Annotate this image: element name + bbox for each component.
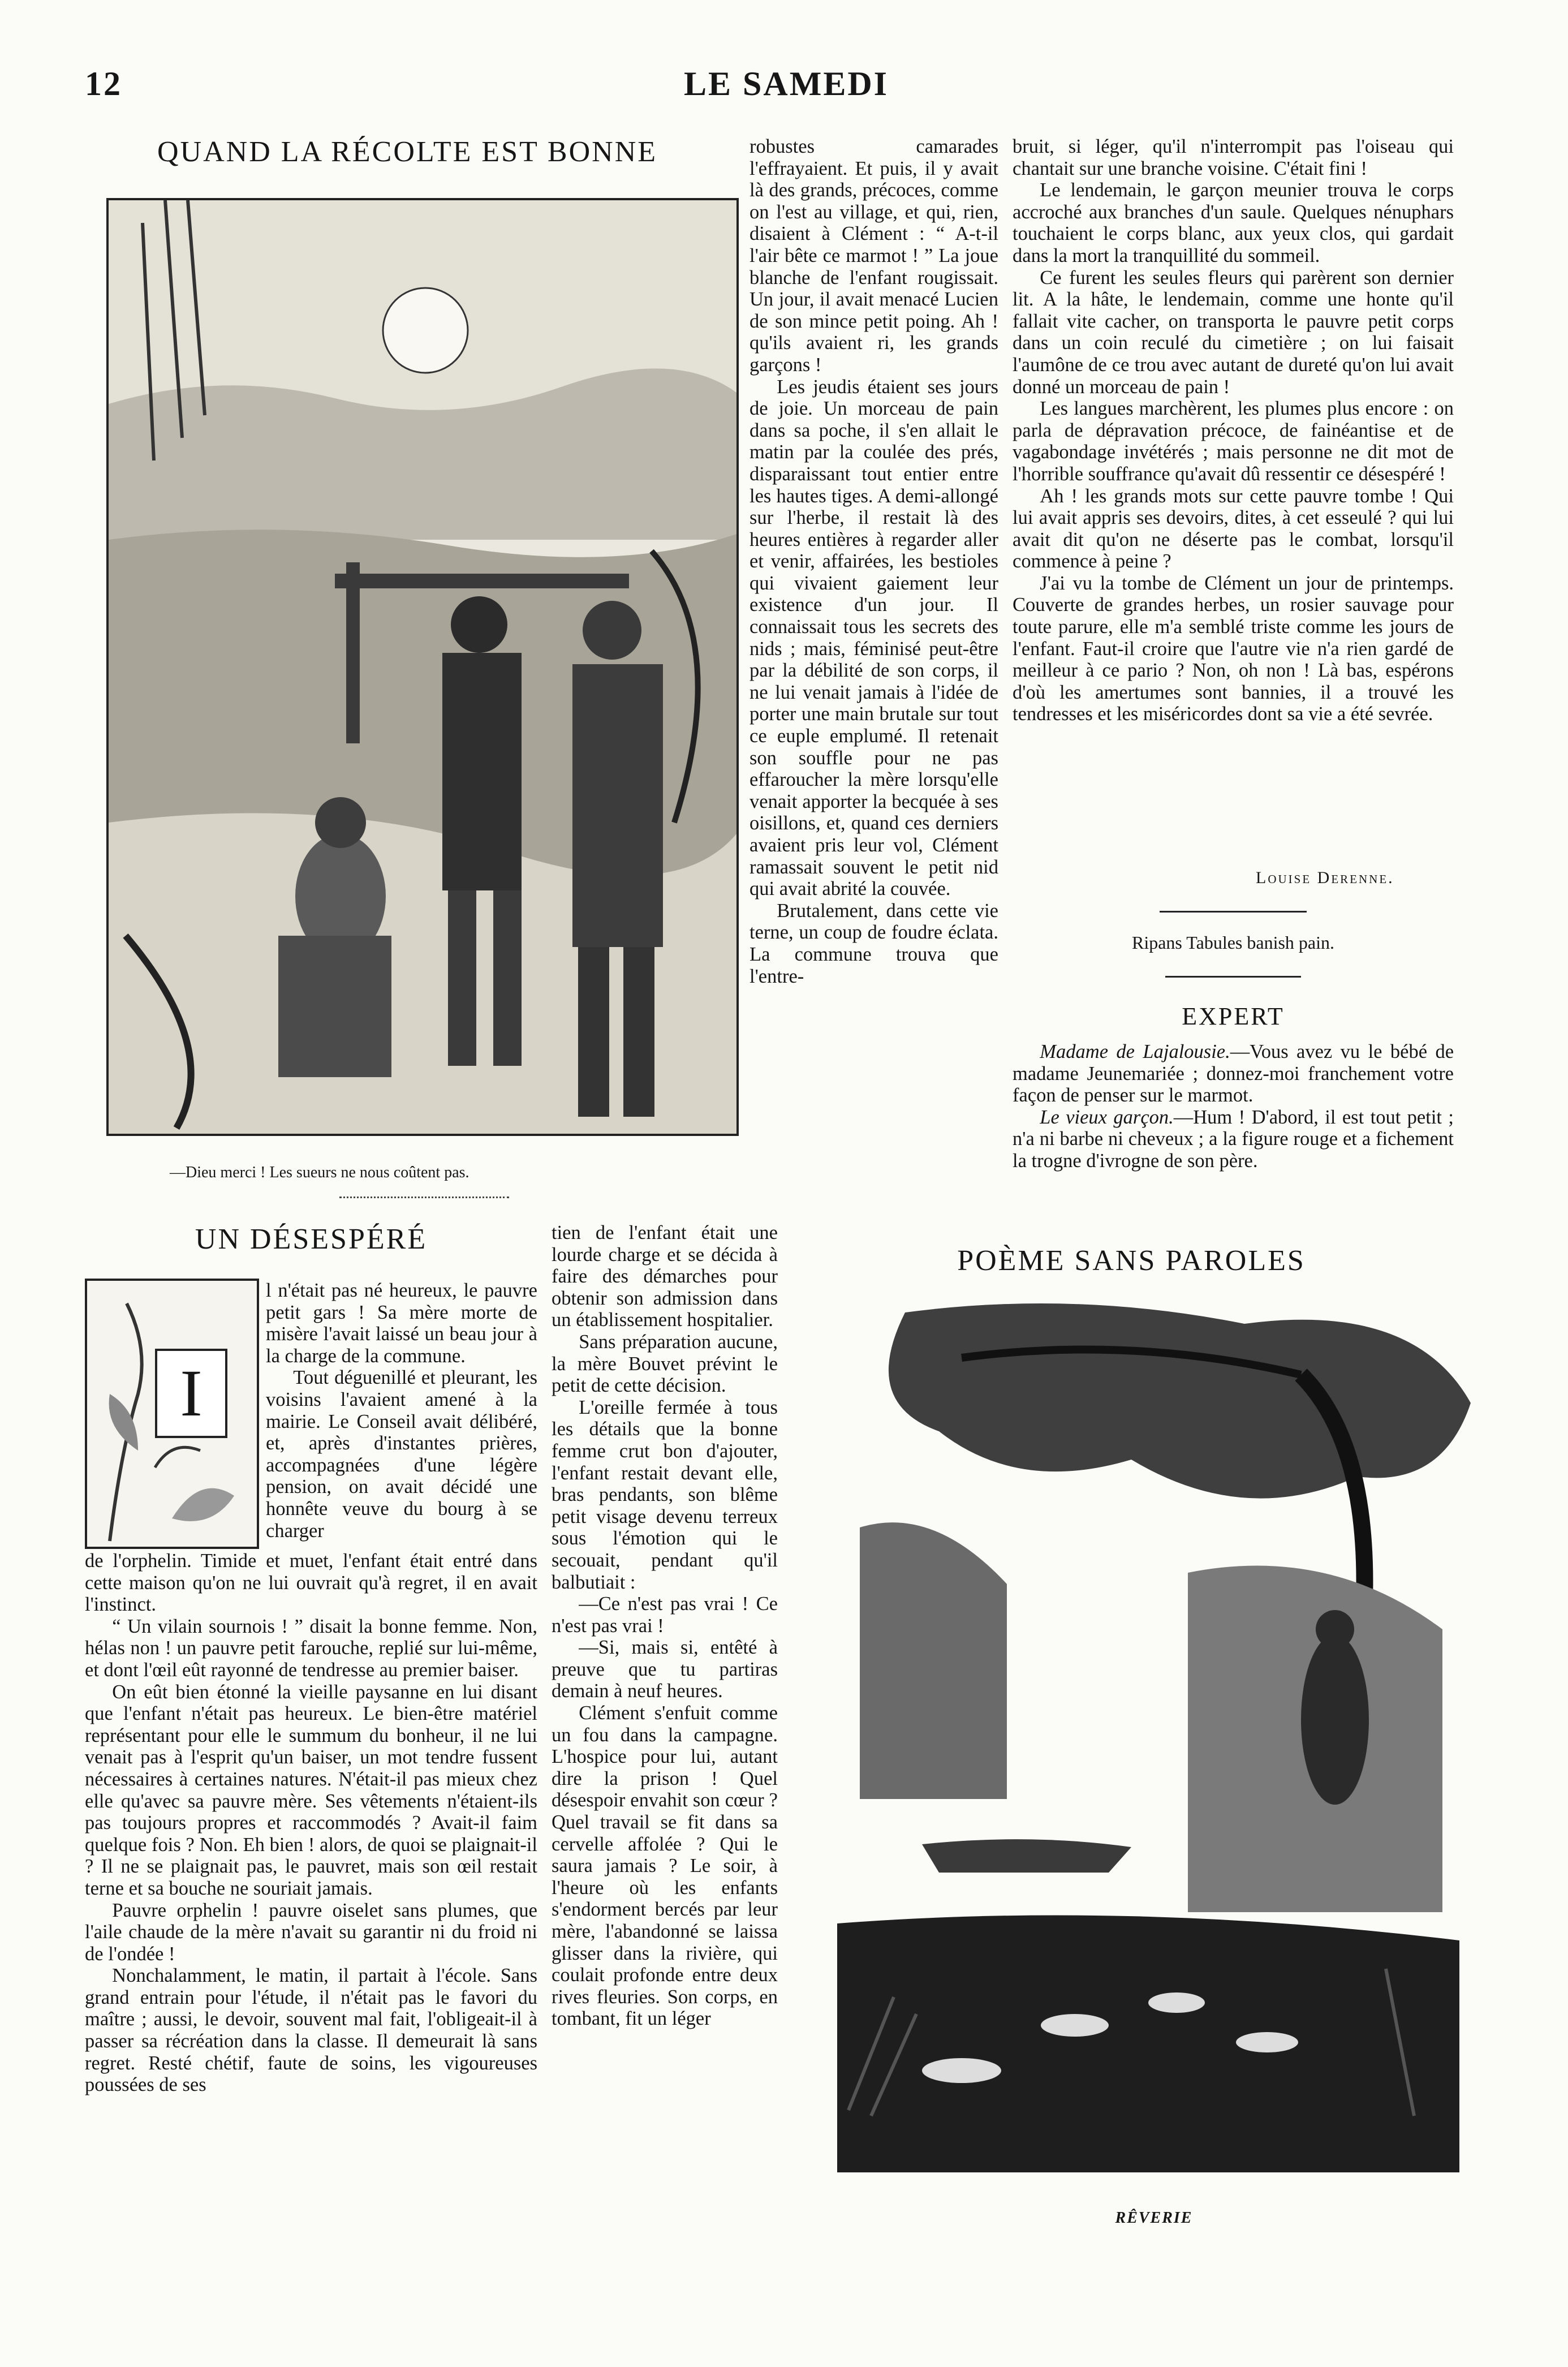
- recolte-title: QUAND LA RÉCOLTE EST BONNE: [157, 136, 658, 168]
- recolte-caption: —Dieu merci ! Les sueurs ne nous coûtent pas.: [170, 1164, 469, 1181]
- speaker-name: Le vieux garçon.: [1040, 1106, 1174, 1128]
- paragraph: Brutalement, dans cette vie terne, un coup de foudre éclata. La commune trouva que l'entre-: [749, 900, 998, 987]
- article-column-3: [1013, 136, 1454, 888]
- paragraph: l n'était pas né heureux, le pauvre petit gars ! Sa mère morte de misère l'avait laissé un beau jour à la charge de la commune.: [266, 1280, 537, 1367]
- separator: [1160, 911, 1307, 913]
- expert-dialogue: [1013, 1041, 1454, 1199]
- desespere-title: UN DÉSESPÉRÉ: [195, 1223, 428, 1255]
- paragraph: Clément s'enfuit comme un fou dans la campagne. L'hospice pour lui, autant dire la prison ! Quel désespoir envahit son cœur ? Quel travail se fit dans sa cervelle affolée ? Qui le saura jamais ? Le soir, à l'heure où les enfants s'endorment bercés par leur mère, l'abandonné se laissa glisser dans la rivière, qui coulait profonde entre deux rives fleuries. Son corps, en tombant, fit un léger: [552, 1702, 778, 2030]
- harvest-engraving: [109, 200, 736, 1134]
- paragraph: Les langues marchèrent, les plumes plus encore : on parla de dépravation précoce, de fainéantise et de vagabondage invétérés ; mais personne ne dit mot de l'horrible souffrance qu'avait dû ressentir ce désespéré !: [1013, 398, 1454, 485]
- paragraph: Le lendemain, le garçon meunier trouva le corps accroché aux branches d'un saule. Quelques nénuphars touchaient le corps blanc, aux yeux clos, qui gardait dans la mort la tranquillité du sommeil.: [1013, 179, 1454, 266]
- dropcap-ornament: [85, 1279, 259, 1549]
- paragraph: On eût bien étonné la vieille paysanne en lui disant que l'enfant n'était pas heureux. Le bien-être matériel représentant pour elle le summum du bonheur, il ne lui venait pas à l'esprit qu'un baiser, un mot tendre fussent nécessaires à certaines natures. N'était-il pas mieux chez elle qu'avec sa pauvre mère. Ses vêtements n'étaient-ils pas toujours propres et raccommodés ? Avait-il faim quelque fois ? Non. Eh bien ! alors, de quoi se plaignait-il ? Il ne se plaignait pas, le pauvret, mais son œil restait terne et sa bouche ne souriait jamais.: [85, 1681, 537, 1899]
- dialogue-line: —Hum ! D'abord, il est tout petit ; n'a ni barbe ni cheveux ; a la figure rouge et a fichement la trogne d'ivrogne de son père.: [1013, 1106, 1454, 1172]
- paragraph: L'oreille fermée à tous les détails que la bonne femme crut bon d'ajouter, l'enfant restait devant elle, bras pendants, son blême petit visage devenu terreux sous l'émotion qui le secouait, pendant qu'il balbutiait :: [552, 1396, 778, 1593]
- paragraph: Tout déguenillé et pleurant, les voisins l'avaient amené à la mairie. Le Conseil avait délibéré, et, après d'instantes prières, accompagnées d'une légère pension, on avait décidé une honnête veuve du bourg à se charger: [266, 1367, 537, 1542]
- journal-title: LE SAMEDI: [683, 65, 889, 102]
- paragraph: Pauvre orphelin ! pauvre oiselet sans plumes, que l'aile chaude de la mère n'avait su garantir ni du froid ni de l'ondée !: [85, 1899, 537, 1965]
- paragraph: —Ce n'est pas vrai ! Ce n'est pas vrai !: [552, 1593, 778, 1637]
- article-column-middle: [552, 1222, 778, 2223]
- paragraph: J'ai vu la tombe de Clément un jour de printemps. Couverte de grandes herbes, un rosier sauvage pour toute parure, elle m'a semblé triste comme les jours de l'enfant. Faut-il croire que l'autre vie n'a rien gardé de meilleur à ce pario ? Non, oh non ! Là bas, espérons d'où les amertumes sont bannies, il a trouvé les tendresses et les miséricordes dont sa vie a été sevrée.: [1013, 572, 1454, 725]
- paragraph: robustes camarades l'effrayaient. Et puis, il y avait là des grands, précoces, comme on l'est au village, et qui, rien, disaient à Clément : “ A-t-il l'air bête ce marmot ! ” La joue blanche de l'enfant rougissait. Un jour, il avait menacé Lucien de son mince petit poing. Ah ! qu'ils avaient ri, les grands garçons !: [749, 136, 998, 376]
- harvest-illustration: [106, 198, 739, 1136]
- separator: [339, 1197, 509, 1198]
- dialogue-line: —Vous avez vu le bébé de madame Jeunemariée ; donnez-moi franchement votre façon de penser sur le marmot.: [1013, 1041, 1454, 1107]
- paragraph: —Si, mais si, entêté à preuve que tu partiras demain à neuf heures.: [552, 1637, 778, 1702]
- reverie-illustration: [792, 1290, 1493, 2201]
- separator: [1165, 976, 1301, 978]
- paragraph: tien de l'enfant était une lourde charge et se décida à faire des démarches pour obtenir son admission dans un établissement hospitalier.: [552, 1222, 778, 1331]
- speaker-name: Madame de Lajalousie.: [1040, 1041, 1230, 1062]
- paragraph: Ce furent les seules fleurs qui parèrent son dernier lit. A la hâte, le lendemain, comme une honte qu'il fallait vite cacher, on transporta le pauvre petit corps dans un coin reculé du cimetière ; on lui faisait l'aumône de ce trou avec autant de dureté qu'on lui avait donné un morceau de pain !: [1013, 266, 1454, 398]
- expert-title: EXPERT: [1182, 1002, 1285, 1030]
- dropcap-wrap-text: [266, 1280, 537, 1546]
- page-number: 12: [85, 65, 122, 102]
- paragraph: Ah ! les grands mots sur cette pauvre tombe ! Qui lui avait appris ses devoirs, dites, à cet esseulé ? qui lui avait dit qu'on ne déserte pas le combat, lorsqu'il commence à peine ?: [1013, 485, 1454, 573]
- paragraph: de l'orphelin. Timide et muet, l'enfant était entré dans cette maison qu'on ne lui ouvrait qu'à regret, il en avait l'instinct.: [85, 1550, 537, 1616]
- article-column-2: [749, 136, 998, 1199]
- paragraph: bruit, si léger, qu'il n'interrompit pas l'oiseau qui chantait sur une branche voisine. C'était fini !: [1013, 136, 1454, 179]
- paragraph: Nonchalamment, le matin, il partait à l'école. Sans grand entrain pour l'étude, il n'était pas le favori du maître ; aussi, le devoir, souvent mal fait, l'obligeait-il à passer sa récréation dans la classe. Il demeurait là sans regret. Resté chétif, faute de soins, les vigoureuses poussées de ses: [85, 1965, 537, 2096]
- dropcap-letter: I: [155, 1349, 227, 1438]
- poeme-title: POÈME SANS PAROLES: [957, 1245, 1306, 1277]
- reverie-caption: RÊVERIE: [1115, 2209, 1193, 2227]
- pond-engraving: [792, 1290, 1493, 2201]
- signature: Louise Derenne.: [1256, 868, 1394, 887]
- article-column-desespere: [85, 1550, 537, 2172]
- paragraph: “ Un vilain sournois ! ” disait la bonne femme. Non, hélas non ! un pauvre petit farouche, replié sur lui-même, et dont l'œil eût rayonné de tendresse au premier baiser.: [85, 1615, 537, 1681]
- advert-note: Ripans Tabules banish pain.: [1131, 932, 1334, 953]
- paragraph: Sans préparation aucune, la mère Bouvet prévint le petit de cette décision.: [552, 1331, 778, 1397]
- paragraph: Les jeudis étaient ses jours de joie. Un morceau de pain dans sa poche, il s'en allait le matin par la coulée des prés, disparaissant tout entier entre les hautes tiges. A demi-allongé sur l'herbe, il restait là des heures entières à regarder aller et venir, affairées, les bestioles qui vivaient gaiement leur existence d'un jour. Il connaissait tous les secrets des nids ; mais, féminisé peut-être par la débilité de son corps, il ne lui venait jamais à l'idée de porter une main brutale sur tout ce euple emplumé. Il retenait son souffle pour ne pas effaroucher la mère lorsqu'elle venait apporter la becquée à ses oisillons, et, quand ces derniers avaient pris leur vol, Clément ramassait souvent le petit nid qui avait abrité la couvée.: [749, 376, 998, 900]
